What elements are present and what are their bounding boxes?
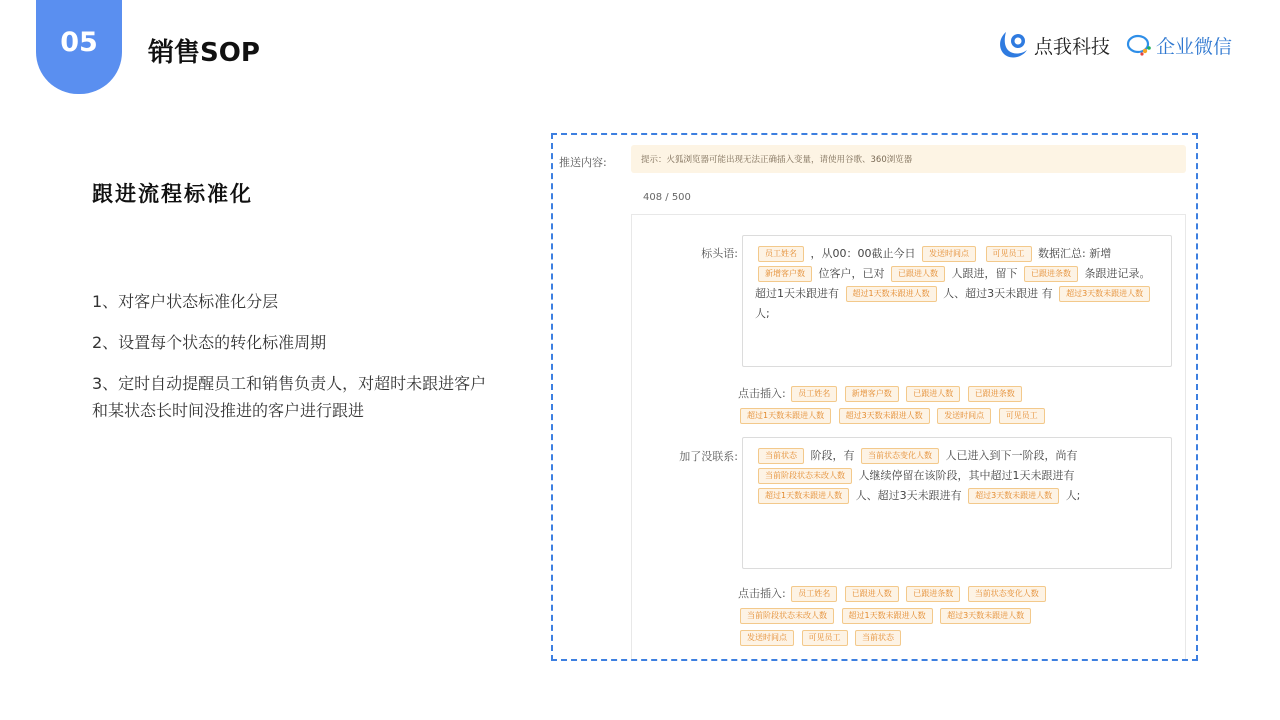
insert2-visible-employee[interactable]: 可见员工: [802, 630, 848, 646]
header-text-2: 数据汇总:: [1038, 247, 1086, 260]
insert2-over1[interactable]: 超过1天数未跟进人数: [842, 608, 933, 624]
tag-over1[interactable]: 超过1天数未跟进人数: [846, 286, 937, 302]
insert2-followed-count[interactable]: 已跟进人数: [845, 586, 899, 602]
tag-nc-over1[interactable]: 超过1天数未跟进人数: [758, 488, 849, 504]
header-text-1: ，从00：00截止今日: [810, 247, 916, 260]
insert1-new-customers[interactable]: 新增客户数: [845, 386, 899, 402]
insert2-stage-unchanged[interactable]: 当前阶段状态未改人数: [740, 608, 834, 624]
header-text-9: 人;: [755, 307, 770, 320]
tag-followed-count[interactable]: 已跟进人数: [891, 266, 945, 282]
sop-form-panel: [551, 133, 1198, 661]
section-heading: 跟进流程标准化: [92, 182, 253, 206]
char-counter: 408 / 500: [643, 192, 691, 203]
insert1-followed-count[interactable]: 已跟进人数: [906, 386, 960, 402]
insert2-status-change[interactable]: 当前状态变化人数: [968, 586, 1046, 602]
section-number: 05: [60, 26, 98, 58]
tag-status-change[interactable]: 当前状态变化人数: [861, 448, 939, 464]
insert-label-1: 点击插入:: [738, 387, 786, 400]
point-1: 1、对客户状态标准化分层: [92, 292, 279, 311]
insert2-over3[interactable]: 超过3天数未跟进人数: [940, 608, 1031, 624]
header-textbox[interactable]: [742, 235, 1172, 367]
insert1-visible-employee[interactable]: 可见员工: [999, 408, 1045, 424]
tag-stage-unchanged[interactable]: 当前阶段状态未改人数: [758, 468, 852, 484]
insert1-follow-records[interactable]: 已跟进条数: [968, 386, 1022, 402]
wecom-logo: [1126, 32, 1232, 59]
insert2-send-time[interactable]: 发送时间点: [740, 630, 794, 646]
key-points: [92, 288, 492, 438]
content-editor: [631, 214, 1186, 661]
brand2-text: 企业微信: [1155, 35, 1232, 58]
tag-new-customers[interactable]: 新增客户数: [758, 266, 812, 282]
header-text-4: 位客户，已对: [818, 267, 885, 280]
browser-tip: 提示：火狐浏览器可能出现无法正确插入变量，请使用谷歌、360浏览器: [631, 145, 1186, 173]
dianwo-logo-icon: [996, 30, 1030, 60]
header-text-6: 条跟进记录。超过1天未跟进有: [755, 267, 1151, 300]
nc-text-4: 人、超过3天未跟进有: [855, 489, 962, 502]
tag-send-time[interactable]: 发送时间点: [922, 246, 976, 262]
nc-text-5: 人;: [1065, 489, 1081, 502]
point-2: 2、设置每个状态的转化标准周期: [92, 333, 327, 352]
insert1-over1[interactable]: 超过1天数未跟进人数: [740, 408, 831, 424]
brand1-text: 点我科技: [1033, 35, 1110, 58]
insert-row-2: [738, 583, 1178, 649]
no-contact-label: 加了没联系:: [679, 450, 738, 463]
insert1-over3[interactable]: 超过3天数未跟进人数: [839, 408, 930, 424]
insert1-employee-name[interactable]: 员工姓名: [791, 386, 837, 402]
insert2-follow-records[interactable]: 已跟进条数: [906, 586, 960, 602]
tag-nc-over3[interactable]: 超过3天数未跟进人数: [968, 488, 1059, 504]
brand-logos: [996, 30, 1232, 60]
header-text-7: 人、超过3天未跟进: [943, 287, 1039, 300]
slide-title: 销售SOP: [148, 38, 260, 68]
section-number-tab: [36, 0, 122, 94]
nc-text-1: 阶段，有: [810, 449, 855, 462]
point-3: 3、定时自动提醒员工和销售负责人，对超时未跟进客户和某状态长时间没推进的客户进行跟进: [92, 374, 487, 420]
header-text-5: 人跟进，留下: [951, 267, 1018, 280]
push-content-label: 推送内容:: [559, 156, 607, 169]
dianwo-logo: [996, 30, 1110, 60]
nc-text-2: 人已进入到下一阶段，尚有: [945, 449, 1078, 462]
no-contact-textbox[interactable]: [742, 437, 1172, 569]
wecom-logo-icon: [1126, 33, 1152, 57]
tag-current-status[interactable]: 当前状态: [758, 448, 804, 464]
insert-row-1: [738, 383, 1178, 427]
nc-text-3: 人继续停留在该阶段，其中超过1天未跟进有: [858, 469, 1075, 482]
tag-visible-employee[interactable]: 可见员工: [986, 246, 1032, 262]
tag-employee-name[interactable]: 员工姓名: [758, 246, 804, 262]
header-text-3: 新增: [1089, 247, 1112, 260]
header-text-8: 有: [1041, 287, 1053, 300]
tag-follow-records[interactable]: 已跟进条数: [1024, 266, 1078, 282]
insert-label-2: 点击插入:: [738, 587, 786, 600]
insert2-employee-name[interactable]: 员工姓名: [791, 586, 837, 602]
tag-over3[interactable]: 超过3天数未跟进人数: [1059, 286, 1150, 302]
header-label: 标头语:: [701, 247, 738, 260]
insert2-current-status[interactable]: 当前状态: [855, 630, 901, 646]
insert1-send-time[interactable]: 发送时间点: [937, 408, 991, 424]
